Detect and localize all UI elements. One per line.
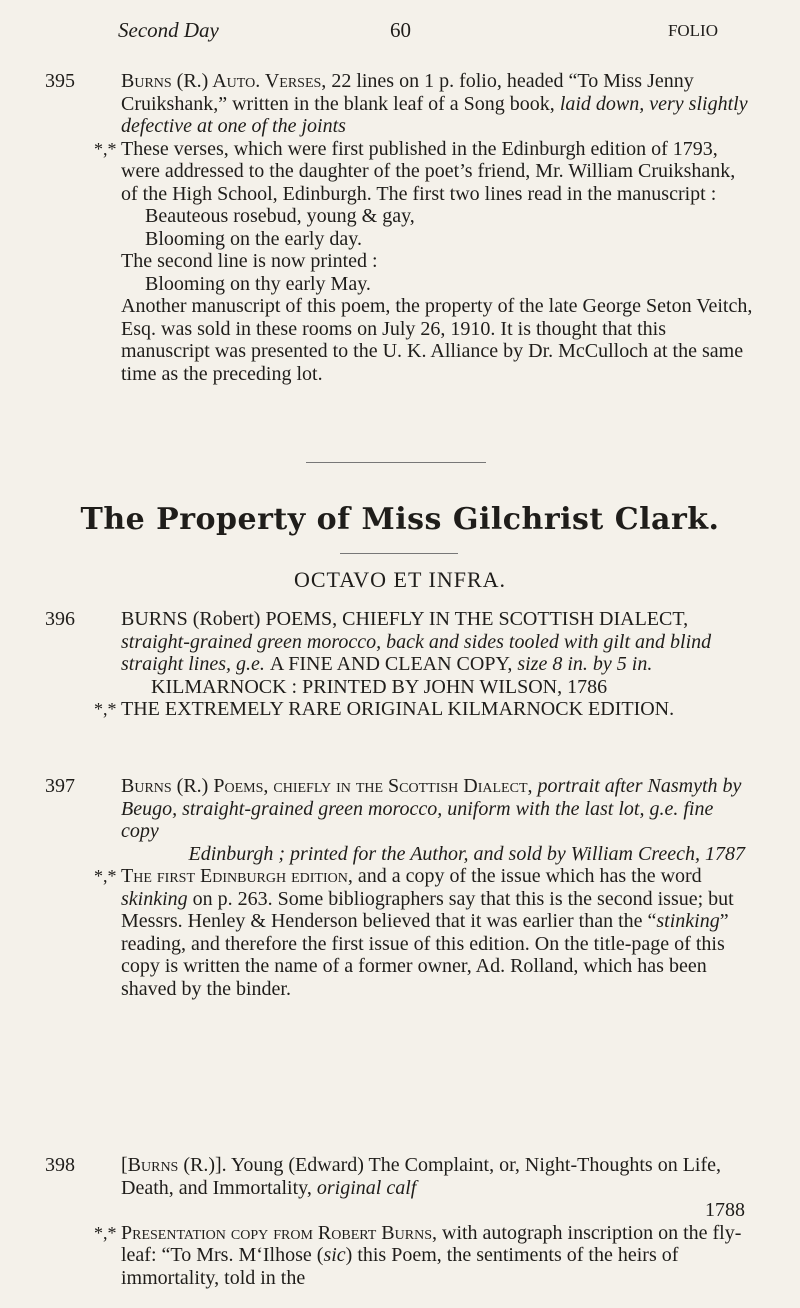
asterism: *,* [94, 1222, 117, 1243]
lot-note: *,* Presentation copy from Robert Burns, with autograph inscription on the fly-leaf: “To Mrs. M‘Ilhose (sic) this Poem, the sentiments of the heirs of immortality, told in the [94, 1221, 742, 1289]
lot-number: 397 [45, 775, 75, 797]
header-size: FOLIO [667, 21, 718, 40]
lot-year: 1788 [705, 1199, 745, 1221]
lot-note: *,* These verses, which were first published in the Edinburgh edition of 1793, were addressed to the daughter of the poet’s friend, Mr. William Cruikshank, of the High School, Edinburgh. The first two lines read in the manuscript : [94, 137, 736, 205]
asterism: *,* [94, 699, 117, 719]
lot-397 [45, 775, 755, 1000]
verse-line: Beauteous rosebud, young & gay, [145, 205, 415, 227]
property-heading: The Property of Miss Gilchrist Clark. [80, 502, 720, 537]
lot-396 [45, 608, 755, 721]
asterism: *,* [94, 866, 117, 886]
lot-description: BURNS (Robert) POEMS, CHIEFLY IN THE SCOTTISH DIALECT, straight-grained green morocco, back and sides tooled with gilt and blind straight lines, g.e. A FINE AND CLEAN COPY, size 8 in. by 5 in. [121, 608, 712, 675]
lot-note: *,* THE EXTREMELY RARE ORIGINAL KILMARNOCK EDITION. [94, 698, 675, 720]
lot-395 [45, 70, 755, 385]
lot-398 [45, 1154, 755, 1289]
lot-note: *,* The first Edinburgh edition, and a copy of the issue which has the word skinking on p. 263. Some bibliographers say that this is the second issue; but Messrs. Henley & Henderson believed that it was earlier than the “stinking” reading, and therefore the first issue of this edition. On the title-page of this copy is written the name of a former owner, Ad. Rolland, which has been shaved by the binder. [94, 865, 734, 1000]
lot-title: BURNS (Robert) POEMS, CHIEFLY IN THE SCOTTISH DIALECT, [121, 608, 689, 630]
header-day: Second Day [118, 18, 219, 42]
lot-note: Another manuscript of this poem, the property of the late George Seton Veitch, Esq. was sold in these rooms on July 26, 1910. It is thought that this manuscript was presented to the U. K. Alliance by Dr. McCulloch at the same time as the preceding lot. [121, 295, 753, 385]
verse-line: Blooming on thy early May. [145, 272, 371, 295]
running-header [118, 18, 718, 48]
asterism: *,* [94, 138, 117, 159]
verse-line: Blooming on the early day. [145, 227, 362, 250]
lot-imprint: KILMARNOCK : PRINTED BY JOHN WILSON, 1786 [151, 675, 608, 698]
lot-number: 398 [45, 1154, 75, 1176]
page-number: 60 [390, 18, 411, 42]
lot-title: [Burns (R.)]. [121, 1154, 227, 1176]
section-rule [306, 462, 486, 463]
lot-title: Burns (R.) Auto. Verses, [121, 70, 327, 92]
lot-description: [Burns (R.)]. Young (Edward) The Complaint, or, Night-Thoughts on Life, Death, and Immortality, original calf [121, 1154, 722, 1199]
section-rule [340, 553, 458, 554]
lot-description: Burns (R.) Auto. Verses, 22 lines on 1 p. folio, headed “To Miss Jenny Cruikshank,” written in the blank leaf of a Song book, laid down, very slightly defective at one of the joints [121, 70, 748, 137]
lot-imprint: Edinburgh ; printed for the Author, and sold by William Creech, 1787 [188, 842, 745, 865]
lot-title: Burns (R.) Poems, chiefly in the Scottish Dialect, [121, 775, 533, 797]
lot-number: 396 [45, 608, 75, 630]
section-subheading: OCTAVO ET INFRA. [293, 567, 507, 592]
lot-number: 395 [45, 70, 75, 92]
lot-note: The second line is now printed : [121, 250, 378, 272]
lot-description: Burns (R.) Poems, chiefly in the Scottish Dialect, portrait after Nasmyth by Beugo, straight-grained green morocco, uniform with the last lot, g.e. fine copy [121, 775, 742, 842]
